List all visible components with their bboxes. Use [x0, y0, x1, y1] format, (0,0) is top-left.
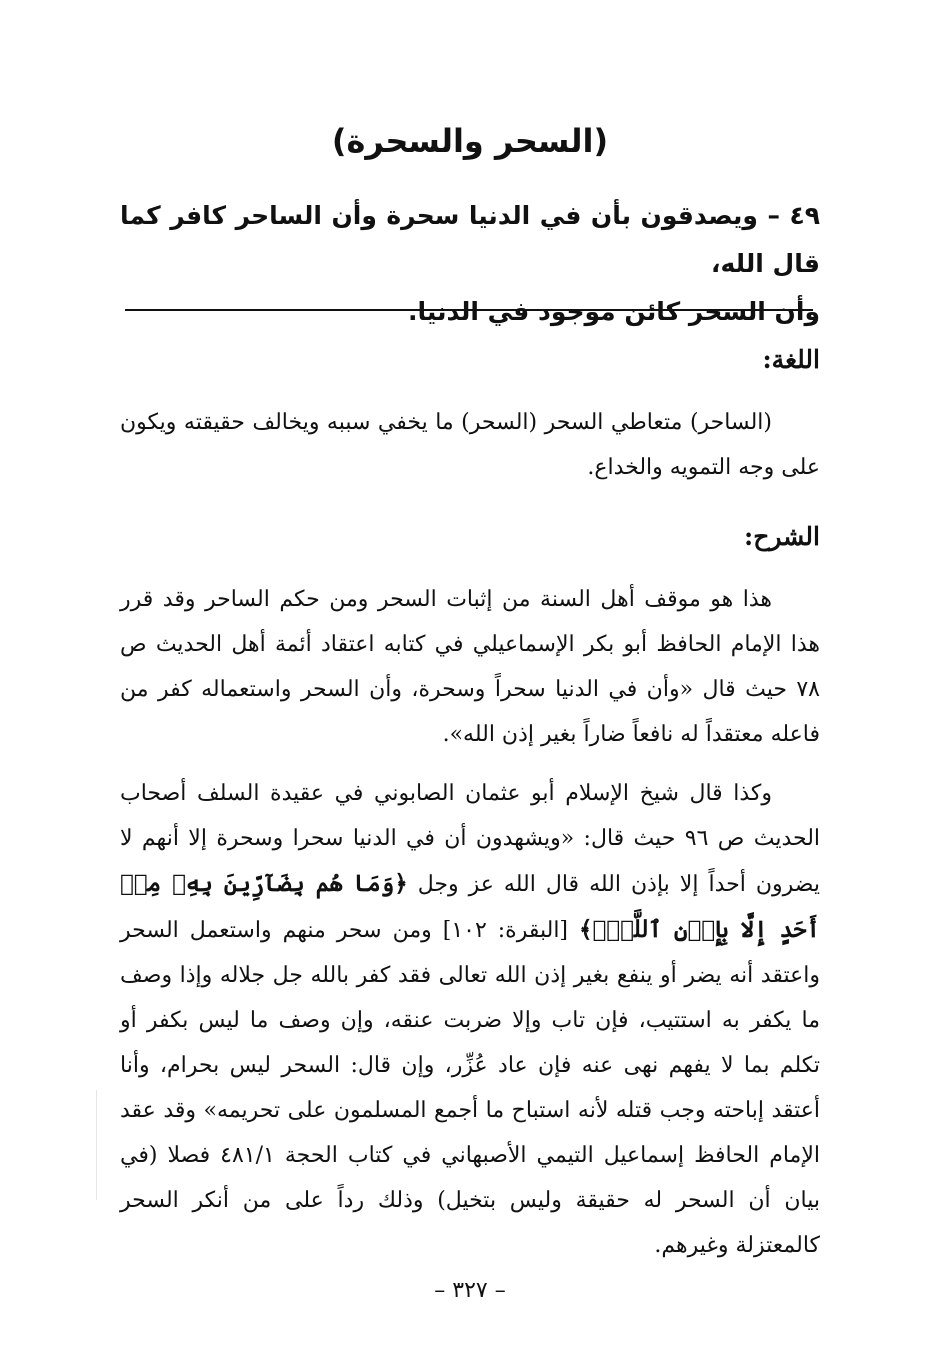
lugha-text [120, 400, 820, 490]
scan-margin-line [96, 1090, 97, 1200]
main-text [120, 192, 820, 336]
section-label-lugha: اللغة: [762, 345, 820, 374]
chapter-title: (السحر والسحرة) [331, 122, 609, 160]
section-divider [125, 309, 813, 311]
book-page [120, 0, 820, 1365]
main-text-line-2: وأن السحر كائن موجود في الدنيا. [408, 297, 820, 326]
sharh-paragraph-2-rest: [البقرة: ١٠٢] ومن سحر منهم واستعمل السحر واعتقد أنه يضر أو ينفع بغير إذن الله تعالى فقد كفر بالله جل جلاله وإذا وصف ما يكفر به استتيب، فإن تاب وإلا ضربت عنقه، وإن وصف ما ليس بكفر أو تكلم بما لا يفهم نهى عنه فإن عاد عُزِّر، وإن قال: السحر ليس بحرام، وأنا أعتقد إباحته وجب قتله لأنه استباح ما أجمع المسلمون على تحريمه» وقد عقد الإمام الحافظ إسماعيل التيمي الأصبهاني في كتاب الحجة ٤٨١/١ فصلا (في بيان أن السحر له حقيقة وليس بتخيل) وذلك رداً على من أنكر السحر كالمعتزلة وغيرهم. [120, 918, 820, 1258]
sharh-paragraph-2 [120, 771, 820, 1268]
section-label-sharh: الشرح: [743, 522, 820, 551]
lugha-paragraph: (الساحر) متعاطي السحر (السحر) ما يخفي سببه ويخالف حقيقته ويكون على وجه التمويه والخداع. [120, 410, 820, 480]
quran-verse: ﴿وَمَا هُم بِضَآرِّينَ بِهِۦ مِنۡ أَحَدٍ إِلَّا بِإِذۡنِ ٱللَّهِۚ﴾ [120, 870, 820, 943]
sharh-paragraph-1: هذا هو موقف أهل السنة من إثبات السحر ومن حكم الساحر وقد قرر هذا الإمام الحافظ أبو بكر الإسماعيلي في كتابه اعتقاد أئمة أهل الحديث ص ٧٨ حيث قال «وأن في الدنيا سحراً وسحرة، وأن السحر واستعماله كفر من فاعله معتقداً له نافعاً ضاراً بغير إذن الله». [120, 587, 820, 747]
sharh-paragraph-2-intro: وكذا قال شيخ الإسلام أبو عثمان الصابوني في عقيدة السلف أصحاب الحديث ص ٩٦ حيث قال: «ويشهدون أن في الدنيا سحرا وسحرة إلا أنهم لا يضرون أحداً إلا بإذن الله قال الله عز وجل [120, 781, 821, 897]
main-text-line-1: ٤٩ – ويصدقون بأن في الدنيا سحرة وأن الساحر كافر كما قال الله، [120, 201, 820, 278]
page-number: – ٣٢٧ – [434, 1278, 506, 1303]
sharh-text [120, 577, 820, 1268]
